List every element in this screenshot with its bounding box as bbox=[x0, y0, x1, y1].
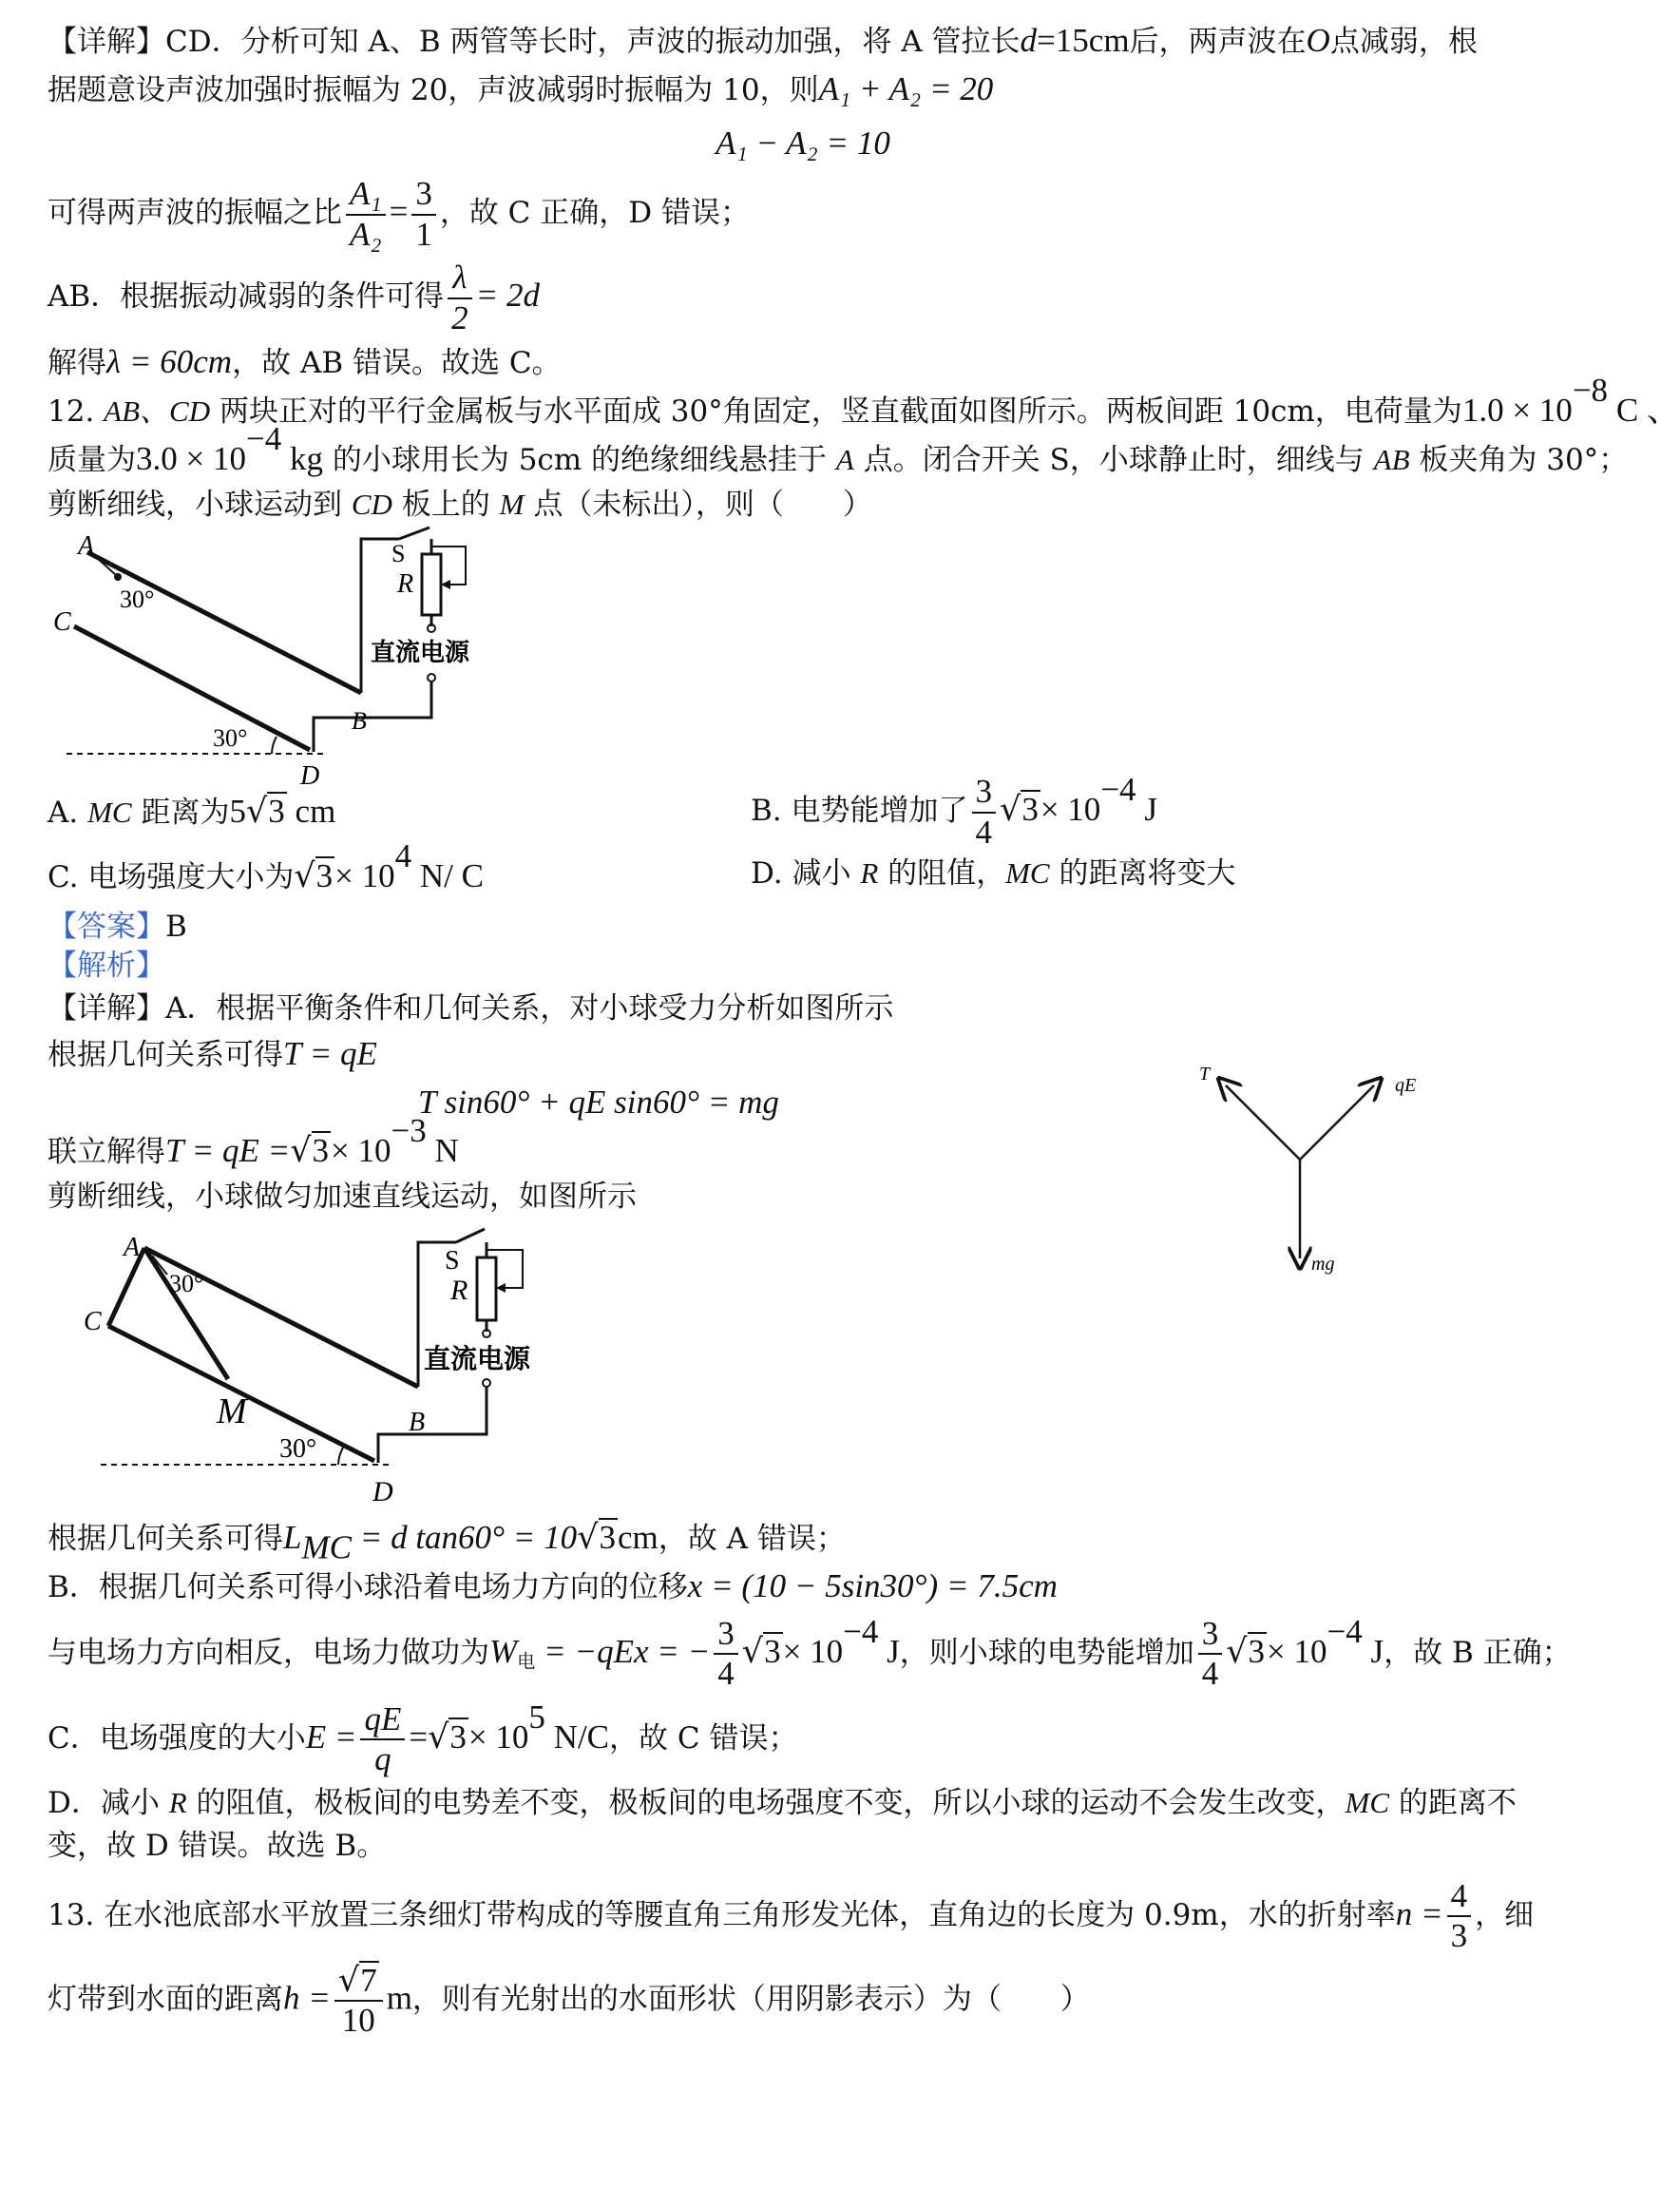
terminal-bottom bbox=[428, 674, 435, 681]
label-c-2: C bbox=[84, 1307, 102, 1337]
detail-12-line-8: 与电场力方向相反，电场力做功为$W_电 = -qEx$ = − $\frac{3}{4}$ $√3\times 10^{-4}$ J，则小球的电势能增加 $\frac{3}{4}$ $√3\times 10^{-4}$ J，故 B 正确； bbox=[48, 1612, 1572, 1693]
figure-12-motion bbox=[48, 1219, 1558, 1514]
label-m: M bbox=[217, 1391, 247, 1432]
plate-ab bbox=[87, 552, 361, 693]
label-d: D bbox=[300, 761, 320, 792]
detail-12-line-2: 根据几何关系可得T = qE bbox=[48, 1035, 377, 1073]
angle-arc-d-2 bbox=[338, 1448, 343, 1465]
label-s-2: S bbox=[445, 1246, 460, 1276]
detail-12-line-6: 根据几何关系可得$L_{MC} = d$ tan60° = 10√3cm，故 A 错误； bbox=[48, 1519, 846, 1566]
detail-12-line-7: B．根据几何关系可得小球沿着电场力方向的位移x = (10 − 5sin30°) = 7.5cm bbox=[48, 1567, 1058, 1605]
force-t-arrow bbox=[1226, 1085, 1300, 1160]
resistor-r-2 bbox=[477, 1257, 496, 1320]
label-r: R bbox=[397, 569, 414, 600]
angle-arc-d bbox=[272, 737, 277, 754]
label-a-2: A bbox=[124, 1233, 141, 1263]
detail-line-2: 据题意设声波加强时振幅为 20，声波减弱时振幅为 10，则A₁ + A₂ = 20 bbox=[48, 69, 994, 107]
question-12-line-2: 质量为$3.0 \times 10^{-4}$ kg 的小球用长为 5cm 的绝缘细线悬挂于 A 点。闭合开关 S，小球静止时，细线与 AB 板夹角为 30°； bbox=[48, 419, 1629, 477]
label-d-2: D bbox=[372, 1476, 393, 1508]
switch-s bbox=[399, 528, 430, 539]
detail-12-line-4: 联立解得T = qE $=√3\times 10^{-3}$ N bbox=[48, 1111, 459, 1170]
detail-12-line-1: 【详解】A．根据平衡条件和几何关系，对小球受力分析如图所示 bbox=[48, 991, 894, 1027]
label-angle-thread-2: 30° bbox=[169, 1270, 204, 1298]
label-angle-thread: 30° bbox=[120, 585, 155, 614]
option-c[interactable]: C. 电场强度大小为$√3\times 10^4$ N/ C bbox=[48, 837, 484, 896]
detail-12-line-11: 变，故 D 错误。故选 B。 bbox=[48, 1828, 387, 1863]
fraction-3-1: $\frac{3}{1}$ bbox=[411, 175, 436, 254]
resistor-r bbox=[422, 554, 441, 615]
fraction-a1-a2: $\frac{\text{A₁}}{\text{A₂}}$ bbox=[346, 175, 386, 254]
terminal-bottom-2 bbox=[483, 1379, 490, 1387]
answer-line: 【答案】B bbox=[48, 910, 187, 945]
option-a[interactable]: A. MC 距离为5√3 cm bbox=[48, 793, 336, 832]
label-angle-plate: 30° bbox=[213, 724, 248, 753]
label-angle-plate-2: 30° bbox=[279, 1434, 317, 1465]
wire-bottom bbox=[314, 681, 431, 752]
option-b[interactable]: B. 电势能增加了 $\frac{3}{4}$ $√3\times 10^{-4}$ J bbox=[751, 771, 1157, 851]
analysis-label: 【解析】 bbox=[48, 949, 165, 984]
label-force-t: T bbox=[1199, 1064, 1211, 1084]
label-b: B bbox=[352, 707, 367, 736]
detail-12-line-10: D．减小 R 的阻值，极板间的电势差不变，极板间的电场强度不变，所以小球的运动不会发生改变，MC 的距离不 bbox=[48, 1785, 1517, 1820]
options-row-1 bbox=[48, 771, 1558, 860]
label-s: S bbox=[391, 540, 406, 568]
label-dc-power: 直流电源 bbox=[371, 639, 470, 667]
label-force-qe: qE bbox=[1395, 1075, 1417, 1096]
detail-12-line-5: 剪断细线，小球做匀加速直线运动，如图所示 bbox=[48, 1179, 637, 1214]
force-qe-arrow bbox=[1300, 1085, 1374, 1160]
question-13-line-1: 13. 在水池底部水平放置三条细灯带构成的等腰直角三角形发光体，直角边的长度为 0.9m，水的折射率n = $\frac{4}{3}$ ，细 bbox=[48, 1876, 1535, 1955]
fraction-lambda-2: $\frac{\lambda}{2}$ bbox=[448, 259, 472, 337]
label-force-mg: mg bbox=[1311, 1254, 1335, 1275]
label-a: A bbox=[78, 531, 95, 562]
label-r-2: R bbox=[450, 1275, 468, 1307]
figure-12-setup bbox=[48, 526, 1558, 792]
equation-equilibrium: T sin60° + qE sin60° = mg bbox=[418, 1084, 779, 1121]
equation-a1-minus-a2: A₁ − A₂ = 10 bbox=[716, 124, 890, 162]
amplitude-ratio-line: 可得两声波的振幅之比 $\frac{\text{A₁}}{\text{A₂}}$ = $\frac{3}{1}$ ，故 C 正确，D 错误； bbox=[48, 175, 750, 253]
switch-s-2 bbox=[456, 1229, 485, 1242]
detail-line-1: 【详解】CD．分析可知 A、B 两管等长时，声波的振动加强，将 A 管拉长d=15cm后，两声波在O点减弱，根 bbox=[48, 22, 1478, 59]
lambda-result-line: 解得λ = 60cm，故 AB 错误。故选 C。 bbox=[48, 343, 562, 381]
solution-page bbox=[48, 17, 1680, 2040]
weakening-condition-line: AB．根据振动减弱的条件可得 $\frac{\lambda}{2}$ = 2d bbox=[48, 259, 541, 336]
question-13-line-2: 灯带到水面的距离h = $\frac{√7}{10}$ m，则有光射出的水面形状（用阴影表示）为（ ） bbox=[48, 1961, 1090, 2040]
label-c: C bbox=[53, 607, 71, 638]
ball bbox=[114, 573, 122, 581]
option-d[interactable]: D. 减小 R 的阻值，MC 的距离将变大 bbox=[751, 856, 1236, 892]
wire-bottom-2 bbox=[378, 1387, 487, 1463]
figure-12-motion-svg bbox=[48, 1219, 618, 1514]
label-dc-power-2: 直流电源 bbox=[424, 1345, 531, 1375]
detail-12-line-9: C．电场强度的大小E = $\frac{qE}{q}$ $=√3\times 10^5$ N/C，故 C 错误； bbox=[48, 1698, 798, 1778]
figure-12-svg bbox=[48, 526, 542, 792]
plate-cd bbox=[74, 626, 310, 753]
question-12-line-1: 12. AB、CD 两块正对的平行金属板与水平面成 30°角固定，竖直截面如图所示。两板间距 10cm，电荷量为$1.0 \times 10^{-8}$ C 、 bbox=[48, 372, 1680, 429]
question-12-line-3: 剪断细线，小球运动到 CD 板上的 M 点（未标出），则（ ） bbox=[48, 487, 872, 522]
rheostat-slider bbox=[431, 547, 466, 585]
rheostat-slider-2 bbox=[487, 1250, 523, 1288]
label-b-2: B bbox=[409, 1408, 426, 1438]
options-row-2 bbox=[48, 837, 1558, 906]
